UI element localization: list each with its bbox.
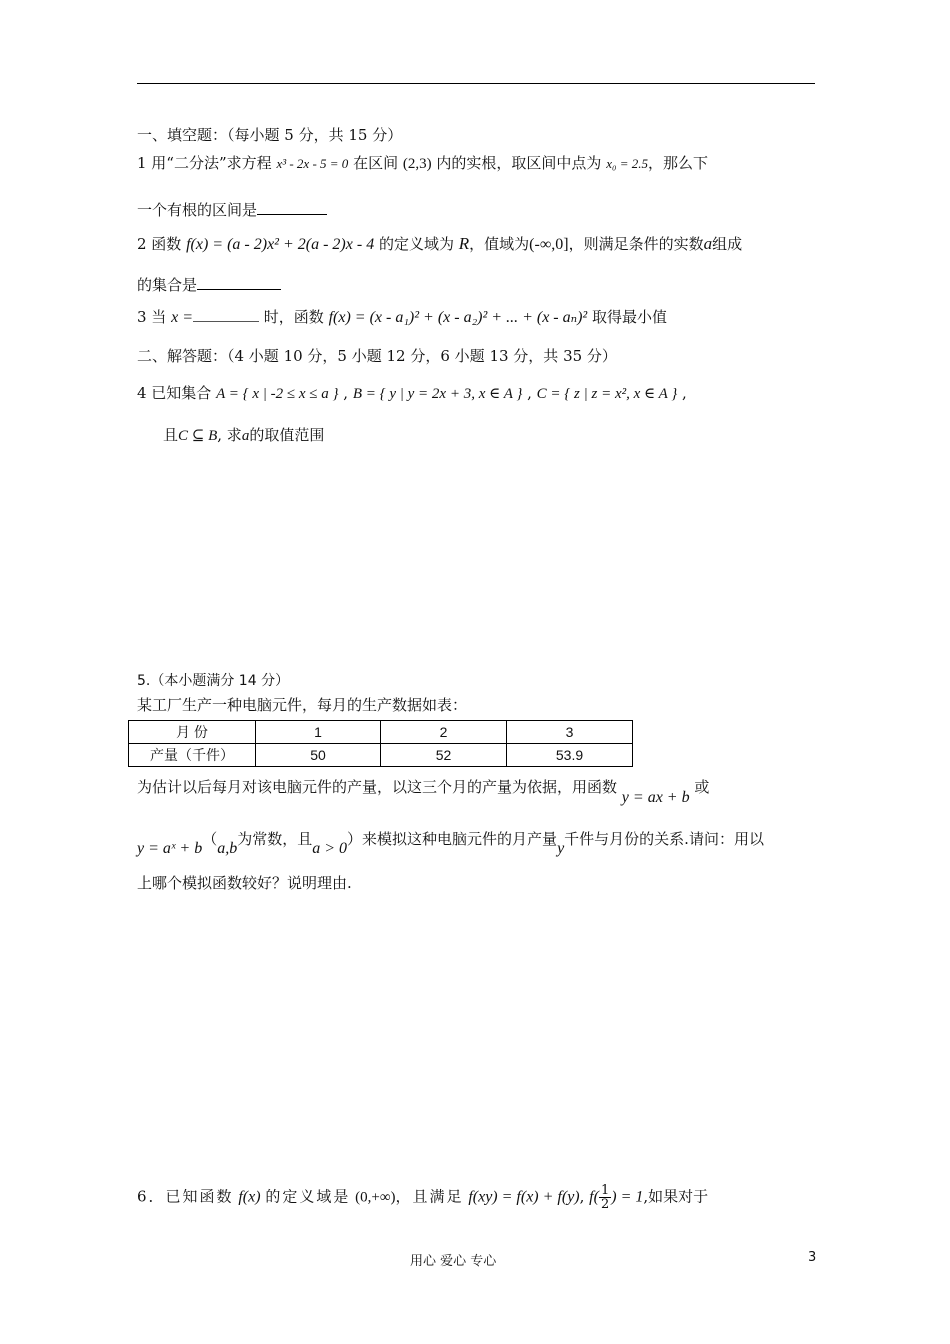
q4-line1: 4 已知集合 A = { x | -2 ≤ x ≤ a } , B = { y | y = 2x + 3, x ∈ A } , C = { z | z = x², x ∈ A } ,	[137, 384, 687, 402]
q2-line2	[137, 274, 281, 296]
q5-intro: 某工厂生产一种电脑元件，每月的生产数据如表：	[137, 696, 468, 714]
fraction-denominator: 2	[600, 1197, 610, 1212]
q6-fhalf: ) = 1	[611, 1188, 644, 1206]
q4-text: 且	[163, 426, 179, 444]
q5-func-exp: y = aˣ + b	[137, 840, 203, 857]
q5-params: a,b	[217, 840, 238, 857]
table-row	[129, 721, 633, 744]
table-cell: 1	[256, 721, 381, 744]
q5-cond: a > 0	[312, 840, 348, 857]
q2-answer-blank[interactable]	[197, 275, 281, 290]
q2-range: (-∞,0]	[529, 236, 569, 253]
q1-text: 内的实根，取区间中点为	[436, 154, 602, 172]
q6-text: ,如果对于	[643, 1187, 709, 1206]
q3-xeq: x =	[171, 309, 193, 326]
q6-fraction	[599, 1184, 611, 1211]
q5-line1	[137, 776, 710, 806]
q1-text: ，那么下	[648, 154, 709, 172]
q2-function: f(x) = (a - 2)x² + 2(a - 2)x - 4	[186, 236, 375, 253]
q4-text: , 求	[217, 426, 242, 444]
q5-text: 为常数，且	[237, 830, 313, 848]
q6-text: 6．已知函数	[137, 1187, 234, 1206]
q5-text: ）来模拟这种电脑元件的月产量	[347, 830, 558, 848]
q2-text: 的集合是	[137, 276, 198, 294]
q4-text: 4 已知集合	[137, 384, 212, 402]
table-cell: 53.9	[507, 744, 633, 767]
table-cell: 3	[507, 721, 633, 744]
q1-interval: (2,3)	[402, 156, 432, 172]
table-cell: 产量（千件）	[129, 744, 256, 767]
q5-func-linear: y = ax + b	[621, 789, 690, 806]
q5-text: 或	[694, 778, 710, 796]
q5-text: 千件与月份的关系.请问：用以	[564, 830, 764, 848]
header-rule	[137, 83, 815, 84]
q6-line1: 6．已知函数 f(x) 的定义域是 (0,+∞)，且满足 f(xy) = f(x) + f(y), f( $\frac{1}{2}$ ) = 1,如果对于	[137, 1183, 709, 1212]
table-cell: 52	[381, 744, 507, 767]
table-cell: 2	[381, 721, 507, 744]
q1-text: 一个有根的区间是	[137, 201, 258, 219]
production-table	[128, 720, 633, 767]
q3-function: f(x) = (x - a₁)² + (x - a₂)² + ... + (x - aₙ)²	[328, 309, 588, 326]
q1-equation: x³ - 2x - 5 = 0	[276, 156, 349, 171]
table-row	[129, 744, 633, 767]
q4-var: a	[241, 428, 250, 444]
q2-var: a	[703, 234, 713, 253]
q5-line2	[137, 828, 764, 857]
q6-fx: f(x)	[238, 1188, 261, 1206]
q4-line2	[163, 424, 324, 447]
page-number: 3	[808, 1250, 817, 1265]
fraction-numerator: 1	[600, 1183, 610, 1198]
q1-answer-blank[interactable]	[257, 200, 327, 215]
section1-title: 一、填空题：（每小题 5 分，共 15 分）	[137, 126, 403, 144]
q6-domain: (0,+∞)	[355, 1189, 396, 1206]
section2-title: 二、解答题：（4 小题 10 分，5 小题 12 分，6 小题 13 分，共 35 分）	[137, 347, 617, 365]
q2-line1	[137, 233, 742, 256]
q1-line1	[137, 152, 708, 175]
q3-text: 3 当	[137, 308, 167, 326]
q3-answer-blank[interactable]	[193, 307, 259, 322]
q5-title: 5.（本小题满分 14 分）	[137, 673, 290, 689]
q2-text: 的定义域为	[378, 235, 454, 253]
q2-text: ，值域为	[469, 235, 530, 253]
q2-text: ，则满足条件的实数	[568, 235, 704, 253]
q6-text: ，且满足	[395, 1187, 464, 1206]
q5-yvar: y	[557, 840, 565, 857]
q4-set-a: A = { x | -2 ≤ x ≤ a }	[216, 386, 339, 402]
q6-equation: f(xy) = f(x) + f(y)	[468, 1188, 580, 1206]
q1-midpoint: x₀ = 2.5	[606, 156, 649, 171]
q5-text: （	[202, 830, 218, 848]
q3-text: 取得最小值	[592, 308, 668, 326]
q2-domain: R	[458, 234, 470, 253]
q5-text: 为估计以后每月对该电脑元件的产量，以这三个月的产量为依据，用函数	[137, 778, 618, 796]
table-cell: 50	[256, 744, 381, 767]
q4-set-c: C = { z | z = x², x ∈ A }	[536, 386, 678, 402]
q4-set-b: B = { y | y = 2x + 3, x ∈ A }	[352, 386, 523, 402]
table-cell: 月 份	[129, 721, 256, 744]
q6-fhalf: f(	[589, 1188, 599, 1206]
footer-center: 用心 爱心 专心	[410, 1254, 497, 1269]
q1-text: 1 用“二分法”求方程	[137, 154, 272, 172]
q1-text: 在区间	[353, 154, 399, 172]
q2-text: 2 函数	[137, 235, 182, 253]
q3-line	[137, 306, 667, 329]
q6-text: 的定义域是	[265, 1187, 351, 1206]
q4-text: 的取值范围	[249, 426, 325, 444]
q1-line2	[137, 199, 327, 221]
q3-text: 时，函数	[263, 308, 324, 326]
q2-text: 组成	[712, 235, 743, 253]
q5-line3: 上哪个模拟函数较好？说明理由.	[137, 874, 352, 892]
q4-subset: C ⊆ B	[178, 428, 218, 444]
